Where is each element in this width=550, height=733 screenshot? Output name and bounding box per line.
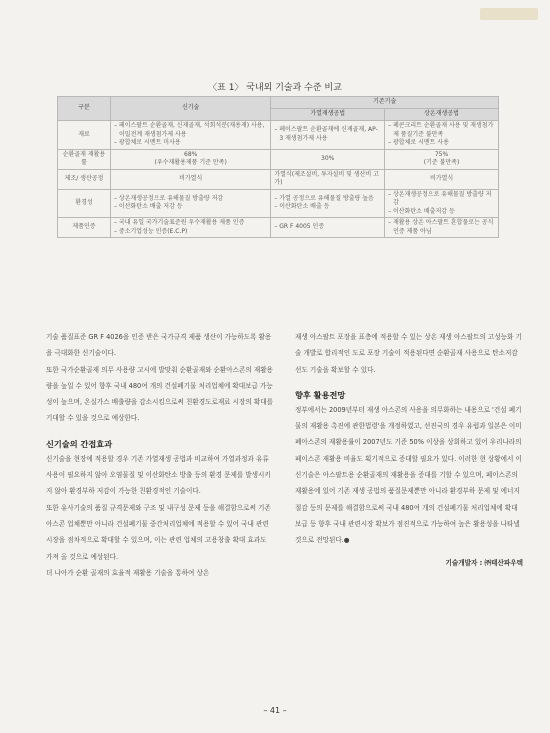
cell-new — [111, 121, 271, 150]
header-category: 구분 — [58, 97, 111, 121]
list-item: – 이산화탄소 배출저감 등 — [388, 208, 495, 217]
comparison-table — [57, 96, 499, 238]
paragraph: 또한 유사기술의 품질 규격문제와 구조 및 내구성 문제 등을 해결함으로써 기존 아스콘 업체뿐만 아니라 건설폐기물 중간처리업체에 적용할 수 있어 국내 관련시장을 점차적으로 확대할 수 있으며, 이는 관련 업체의 고용창출 확대 효과도 가져 올 것으로 예상된다. — [46, 503, 271, 561]
cell-heat — [271, 121, 385, 150]
table-row — [58, 121, 499, 150]
cell-heat: 30% — [271, 149, 385, 169]
cell-heat: 가열식(제조설비, 투자설비 및 생산비 고가) — [271, 169, 385, 189]
cell-new — [111, 149, 271, 169]
paragraph: 더 나아가 순환 골재의 효율적 재활용 기술을 통하여 상온 — [46, 568, 210, 577]
cell-normal — [385, 189, 499, 218]
cell-note: (우수재활용제품 기준 만족) — [154, 159, 227, 166]
list-item: – 페이스팔트 순환골재에 신재골재, AP-3 재생첨가제 사용 — [274, 126, 381, 143]
list-item: – 이산화탄소 배출 등 — [274, 203, 381, 212]
table-row — [58, 169, 499, 189]
list-item: – 페콘크리트 순환골재 사용 및 재생첨가제 품질기준 불만족 — [388, 122, 495, 139]
list-item: – 중소기업성능 인증(E.C.P) — [114, 228, 267, 237]
cell-new — [111, 189, 271, 218]
cell-new — [111, 218, 271, 238]
table-caption: 〈표 1〉 국내외 기술과 수준 비교 — [208, 83, 342, 93]
section-heading: 향후 활용전망 — [295, 389, 346, 400]
list-item: – 상온재생공정으로 유해물질 방출량 저감 — [114, 195, 267, 204]
developer-credit: 기술개발자 : ㈜태산파우텍 — [445, 558, 523, 567]
list-item: – 광합체로 시멘트 사용 — [388, 139, 495, 148]
list-item: – 이산화탄소 배출 저감 등 — [114, 203, 267, 212]
cell-value: 75% — [434, 150, 449, 158]
list-item: – 재활용 상온 아스팔트 혼합물로는 공식 인증 제품 아님 — [388, 219, 495, 236]
header-new-tech: 신기술 — [111, 97, 271, 121]
cell-heat — [271, 218, 385, 238]
header-normal-recycling: 상온재생공법 — [385, 109, 499, 121]
list-item: – 광합체로 시멘트 미사용 — [114, 139, 267, 148]
row-label: 재료 — [58, 121, 111, 150]
paragraph: 재생 아스팔트 포장을 표층에 적용할 수 있는 상온 재생 아스팔트의 고성능화 기술 개발로 합리적인 도로 포장 기술이 적용된다면 순환골재 사용으로 탄소저감 선도 기술을 확보할 수 있다. — [295, 333, 522, 374]
paragraph: 정부에서는 2009년부터 재생 아스콘의 사용을 의무화하는 내용으로 '건설 폐기물의 재활용 촉진에 관한법령'을 개정하였고, 선진국의 경우 유럽과 일본은 이미 폐아스콘의 재활용률이 2007년도 기준 50% 이상을 상회하고 있어 우리나라의 페이스콘 재활용 비율도 획기적으로 증대할 필요가 있다. 이러한 현 상황에서 이 신기술은 아스팔트용 순환골재의 재활용을 증대를 기할 수 있으며, 페이스콘의 재활용에 있어 기존 재생 공법의 품질문제뿐만 아니라 환경부하 문제 및 에너지 절감 등의 문제를 해결함으로써 국내 480여 개의 건설폐기물 처리업체에 확대보급 등 향후 국내 관련시장 확보가 점진적으로 가능하여 높은 활용성을 나타낼 것으로 전망된다.● — [295, 405, 522, 545]
section-heading: 신기술의 간접효과 — [46, 438, 113, 449]
list-item: – 페이스팔트 순환골재, 신재골재, 석회석분(재용재) 사용, 이밀전계 재생첨가제 사용 — [114, 122, 267, 139]
list-item: – GR F 4005 인증 — [274, 223, 381, 232]
cell-value: 68% — [184, 150, 198, 158]
table-row — [58, 218, 499, 238]
list-item: – 국내 유일 국가기술표준원 우수재활용 제품 인증 — [114, 219, 267, 228]
paragraph: 기술 품질표준 GR F 4026을 인증 받은 국가규격 제품 생산이 가능하도록 활용을 극대화한 신기술이다. — [46, 333, 272, 358]
cell-normal — [385, 121, 499, 150]
header-tag — [480, 8, 538, 20]
cell-heat — [271, 189, 385, 218]
list-item: – 가열 공정으로 유해물질 방출량 높음 — [274, 195, 381, 204]
paragraph: 또한 국가순환골재 의무 사용량 고시에 발맞춰 순환골재와 순환아스콘의 재활용량을 높일 수 있어 향후 국내 480여 개의 건설폐기물 처리업체에 확대보급 가능성이 높으며, 온실가스 배출량을 감소시킴으로써 친환경도로재료 시장의 확대를 기대할 수 있을 것으로 예상한다. — [46, 365, 273, 423]
left-column — [46, 329, 274, 581]
row-label: 순환골재 재활용률 — [58, 149, 111, 169]
header-existing-tech: 기존기술 — [271, 97, 499, 109]
row-label: 제품인증 — [58, 218, 111, 238]
page-number: – 41 – — [263, 706, 287, 715]
right-column — [295, 329, 523, 571]
list-item: – 상온재생공정으로 유해물질 방출량 저감 — [388, 191, 495, 208]
cell-new: 비가열식 — [111, 169, 271, 189]
table-row — [58, 189, 499, 218]
cell-normal — [385, 149, 499, 169]
cell-note: (기준 불만족) — [423, 159, 460, 166]
table-row — [58, 149, 499, 169]
cell-normal — [385, 218, 499, 238]
paragraph: 신기술을 현장에 적용할 경우 기존 가열재생 공법과 비교하여 가열과정과 유류사용이 필요하지 않아 오염물질 및 이산화탄소 방출 등의 환경 문제를 발생시키지 않아 환경부하 저감이 가능한 친환경적인 기술이다. — [46, 454, 271, 496]
header-heat-recycling: 가열재생공법 — [271, 109, 385, 121]
row-label: 제조/ 생산공정 — [58, 169, 111, 189]
row-label: 환경성 — [58, 189, 111, 218]
cell-normal: 비가열식 — [385, 169, 499, 189]
